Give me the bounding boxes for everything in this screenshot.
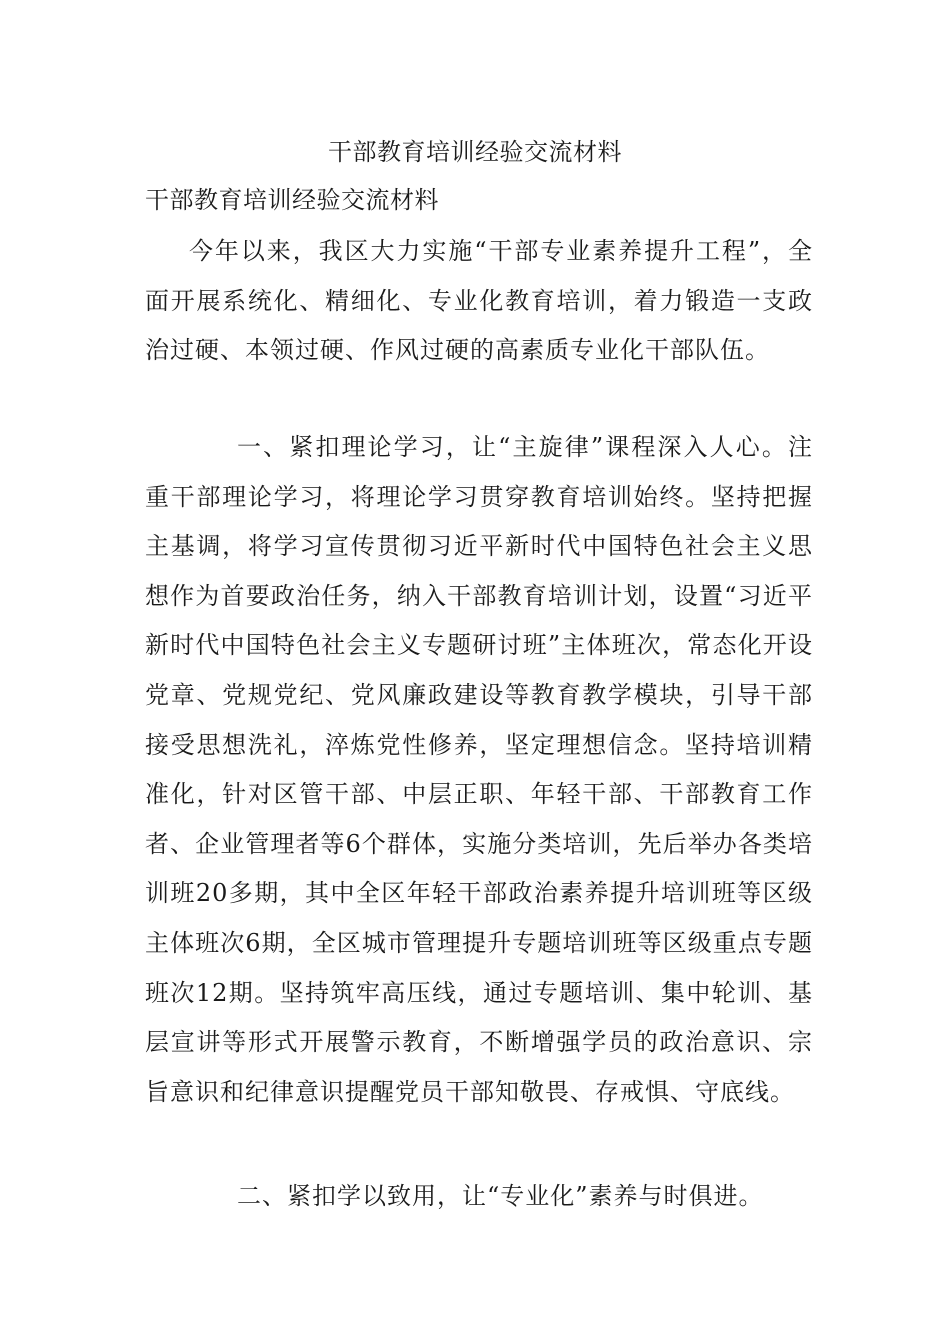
section-1-body: 注重干部理论学习，将理论学习贯穿教育培训始终。坚持把握主基调，将学习宣传贯彻习近平新时代中国特色社会主义思想作为首要政治任务，纳入干部教育培训计划，设置“习近平新时代中国特色社会主义专题研讨班”主体班次，常态化开设党章、党规党纪、党风廉政建设等教育教学模块，引导干部接受思想洗礼，淬炼党性修养，坚定理想信念。坚持培训精准化，针对区管干部、中层正职、年轻干部、干部教育工作者、企业管理者等6个群体，实施分类培训，先后举办各类培训班20多期，其中全区年轻干部政治素养提升培训班等区级主体班次6期，全区城市管理提升专题培训班等区级重点专题班次12期。坚持筑牢高压线，通过专题培训、集中轮训、基层宣讲等形式开展警示教育，不断增强学员的政治意识、宗旨意识和纪律意识提醒党员干部知敬畏、存戒惧、守底线。 bbox=[145, 433, 813, 1106]
section-2-heading: 二、紧扣学以致用，让“专业化”素养与时俱进。 bbox=[237, 1182, 764, 1210]
page-title: 干部教育培训经验交流材料 bbox=[328, 138, 622, 166]
document-subtitle: 干部教育培训经验交流材料 bbox=[145, 186, 439, 214]
section-1-heading: 一、紧扣理论学习，让“主旋律”课程深入人心。 bbox=[237, 433, 788, 461]
intro-paragraph: 今年以来，我区大力实施“干部专业素养提升工程”，全面开展系统化、精细化、专业化教育培训，着力锻造一支政治过硬、本领过硬、作风过硬的高素质专业化干部队伍。 bbox=[145, 237, 813, 365]
section-1 bbox=[145, 423, 813, 1117]
